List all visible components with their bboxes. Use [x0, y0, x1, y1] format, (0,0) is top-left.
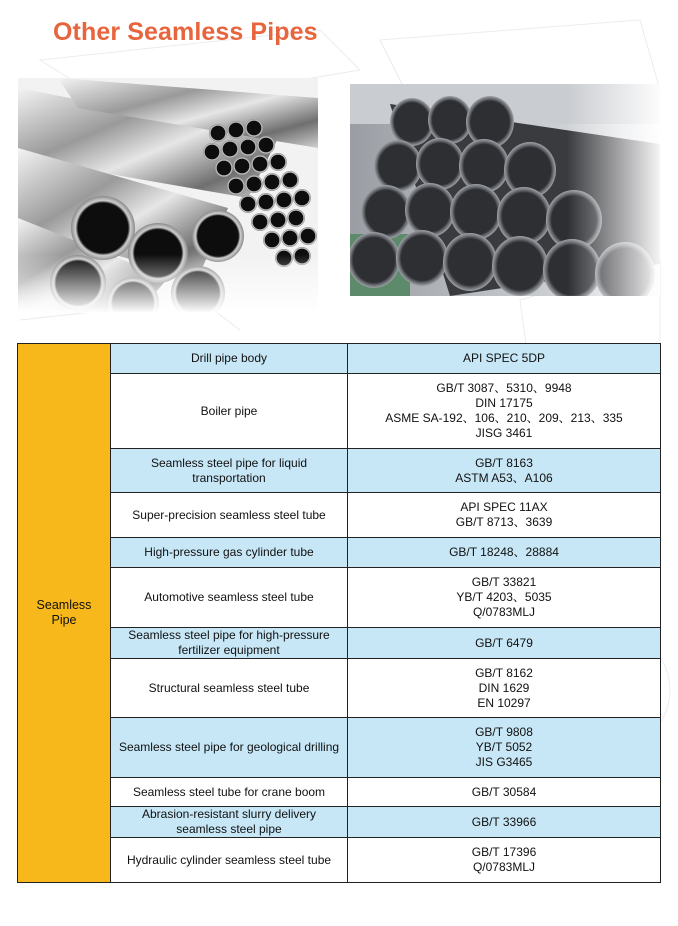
table-row — [18, 568, 661, 628]
standards-table — [17, 343, 661, 883]
standard-cell — [348, 659, 661, 718]
standard-code: EN 10297 — [477, 695, 531, 710]
standard-cell — [348, 838, 661, 883]
standard-cell — [348, 374, 661, 449]
product-name: transportation — [192, 470, 266, 485]
product-name: seamless steel pipe — [176, 822, 282, 836]
product-name: Seamless steel pipe for geological drilling — [118, 740, 340, 754]
standard-cell — [348, 493, 661, 538]
standard-code: ASTM A53、A106 — [455, 470, 553, 485]
standard-code: ASME SA-192、106、210、209、213、335 — [385, 411, 623, 425]
product-name: Automotive seamless steel tube — [144, 590, 314, 604]
product-cell — [111, 538, 348, 568]
product-name: Seamless steel pipe for high-pressure — [128, 628, 330, 642]
product-cell — [111, 807, 348, 838]
product-name: Abrasion-resistant slurry delivery — [141, 807, 317, 821]
standard-cell — [348, 344, 661, 374]
table-row — [18, 493, 661, 538]
product-cell — [111, 493, 348, 538]
standard-code: API SPEC 11AX — [460, 500, 548, 514]
standard-code: JIS G3465 — [475, 755, 533, 769]
standard-cell — [348, 807, 661, 838]
product-name: Drill pipe body — [190, 351, 268, 365]
product-cell — [111, 568, 348, 628]
standard-code: GB/T 17396 — [471, 845, 537, 859]
standard-code: DIN 17175 — [475, 396, 533, 410]
category-label: Pipe — [51, 613, 77, 627]
table-row — [18, 807, 661, 838]
product-name: High-pressure gas cylinder tube — [144, 545, 314, 559]
table-row — [18, 449, 661, 493]
table-row — [18, 628, 661, 659]
standard-code: GB/T 9808 — [475, 725, 533, 739]
standard-cell — [348, 449, 661, 493]
category-cell — [18, 344, 111, 883]
standard-code: Q/0783MLJ — [472, 860, 536, 874]
table-row — [18, 659, 661, 718]
table-row — [18, 538, 661, 568]
standard-cell — [348, 538, 661, 568]
standard-code: GB/T 6479 — [475, 635, 533, 650]
page-title: Other Seamless Pipes — [53, 18, 318, 46]
product-name: Seamless steel pipe for liquid — [150, 455, 308, 470]
standard-code: GB/T 8713、3639 — [455, 515, 553, 529]
standard-cell — [348, 628, 661, 659]
stainless-pipes-photo — [18, 78, 318, 313]
product-name: Seamless steel tube for crane boom — [132, 784, 326, 799]
product-name: Boiler pipe — [200, 403, 258, 418]
product-name: Structural seamless steel tube — [148, 680, 310, 695]
product-cell — [111, 838, 348, 883]
product-name: Hydraulic cylinder seamless steel tube — [126, 852, 332, 867]
category-label: Seamless — [36, 598, 92, 612]
product-name: Super-precision seamless steel tube — [132, 507, 326, 522]
standard-code: DIN 1629 — [478, 680, 530, 695]
product-cell — [111, 628, 348, 659]
table-row — [18, 374, 661, 449]
standard-code: GB/T 30584 — [471, 784, 537, 799]
standard-code: YB/T 5052 — [475, 740, 533, 754]
standard-cell — [348, 568, 661, 628]
standard-code: JISG 3461 — [475, 426, 533, 440]
table-row — [18, 344, 661, 374]
table-row — [18, 778, 661, 807]
standard-code: GB/T 18248、28884 — [449, 545, 559, 559]
product-cell — [111, 344, 348, 374]
product-cell — [111, 449, 348, 493]
standard-code: GB/T 33821 — [471, 575, 537, 589]
standard-code: GB/T 8162 — [475, 665, 533, 680]
product-cell — [111, 718, 348, 778]
product-cell — [111, 374, 348, 449]
product-cell — [111, 778, 348, 807]
product-name: fertilizer equipment — [178, 643, 280, 657]
standard-code: GB/T 33966 — [471, 814, 537, 829]
large-steel-pipes-photo — [350, 84, 660, 296]
standard-code: YB/T 4203、5035 — [456, 590, 552, 604]
standard-code: Q/0783MLJ — [472, 605, 536, 619]
standard-cell — [348, 718, 661, 778]
table-row — [18, 718, 661, 778]
standard-cell — [348, 778, 661, 807]
standard-code: API SPEC 5DP — [462, 351, 546, 365]
product-cell — [111, 659, 348, 718]
standard-code: GB/T 3087、5310、9948 — [436, 381, 572, 395]
standard-code: GB/T 8163 — [475, 455, 533, 470]
table-row — [18, 838, 661, 883]
